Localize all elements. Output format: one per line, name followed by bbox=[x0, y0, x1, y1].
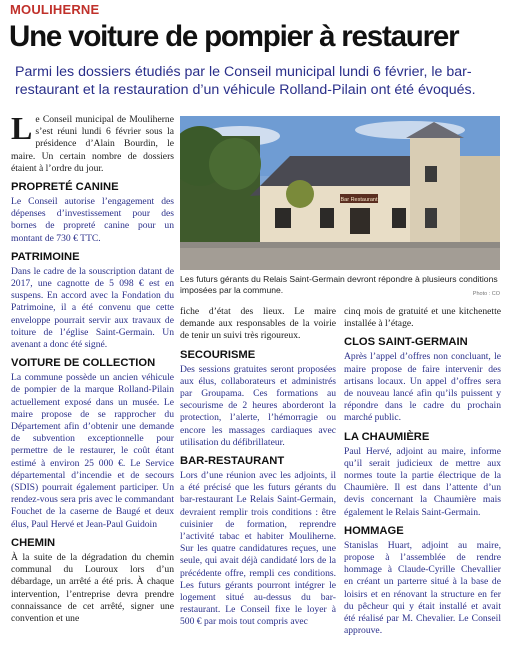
heading-secourisme: SECOURISME bbox=[180, 348, 256, 361]
intro-paragraph: Le Conseil municipal de Mouliherne s’est réuni lundi 6 février sous la présidence d’Alain Bourdin, le maire. Un certain nombre de dossiers étaient à l’ordre du jour. bbox=[11, 110, 174, 174]
paragraph-voiture: La commune possède un ancien véhicule de pompier de la marque Rolland-Pilain actuellement exposé dans un musée. Le maire propose de se rapprocher du Département afin d’obtenir une demande de subvention exceptionnelle pour permettre de le restaurer, le coût étant estimé à environ 25 000 €. Le Service départemental d’incendie et de secours (SDIS) pourrait également participer. Un rendez-vous sera pris avec le commandant Fouchet de la caserne de Baugé et deux élus, Paul Hervé et Jean-Paul Guidoin bbox=[11, 372, 174, 530]
heading-la-chaumiere: LA CHAUMIÈRE bbox=[344, 430, 430, 443]
heading-bar-restaurant: BAR-RESTAURANT bbox=[180, 455, 285, 468]
paragraph-chemin: À la suite de la dégradation du chemin communal du Louroux lors d’un débardage, un arrêté a été pris. À chaque intervention, l’entreprise devra prendre connaissance de cet arrêté, signer une convention et une bbox=[11, 551, 174, 624]
paragraph-patrimoine: Dans le cadre de la souscription datant de 2017, une cagnotte de 5 098 € est en suspens. En accord avec la Fondation du Patrimoine, il a été convenu que cette enveloppe pourrait servir aux travaux de toiture de l’église Saint-Germain. Un avenant a donc été signé. bbox=[11, 265, 174, 351]
lede: Parmi les dossiers étudiés par le Conseil municipal lundi 6 février, le bar-restaurant et la restauration d’un véhicule Rolland-Pilain ont été évoqués. bbox=[15, 64, 476, 98]
section-kicker: MOULIHERNE bbox=[10, 2, 100, 17]
photo-caption: Les futurs gérants du Relais Saint-Germain devront répondre à plusieurs conditions imposées par la commune. bbox=[180, 274, 498, 295]
svg-text:Bar Restaurant: Bar Restaurant bbox=[340, 197, 378, 203]
drop-cap: L bbox=[11, 110, 33, 146]
heading-chemin: CHEMIN bbox=[11, 536, 56, 549]
article-photo bbox=[180, 116, 500, 270]
heading-voiture: VOITURE DE COLLECTION bbox=[11, 357, 156, 370]
headline: Une voiture de pompier à restaurer bbox=[9, 20, 459, 53]
heading-clos-saint-germain: CLOS SAINT-GERMAIN bbox=[344, 336, 468, 349]
heading-proprete-canine: PROPRETÉ CANINE bbox=[11, 181, 119, 194]
paragraph-secourisme: Des sessions gratuites seront proposées aux élus, collaborateurs et administrés par Groupama. Ces formations au secourisme de 2 heures aborderont la protection, l’alerte, l’hémorragie ou encore les massages cardiaques avec utilisation du défibrillateur. bbox=[180, 363, 336, 448]
photo-credit: Photo : CO bbox=[472, 291, 500, 297]
paragraph-gratuite: cinq mois de gratuité et une kitchenette installée à l’étage. bbox=[344, 306, 501, 330]
heading-patrimoine: PATRIMOINE bbox=[11, 250, 80, 263]
column-2 bbox=[180, 306, 336, 629]
paragraph-bar-restaurant: Lors d’une réunion avec les adjoints, il a été précisé que les futurs gérants du bar-restaurant Le Relais Saint-Germain, devraient remplir trois conditions : être cuisinier de formation, reprendre l’activité tabac et habiter Mouliherne. Sur les quatre candidatures reçues, une seule, qui avait déjà candidaté lors de la précédente offre, rempli ces conditions. Les futurs gérants pourront intégrer le logement situé au-dessus du bar-restaurant. Le Conseil fixe le loyer à 500 € par mois tout compris avec bbox=[180, 470, 336, 628]
paragraph-hommage: Stanislas Huart, adjoint au maire, propose à l’assemblée de rendre hommage à Claude-Cyrille Chevallier en créant un parterre situé à la base de loisirs et en rénovant la structure en fer du pêcheur qui y était installé et avait été réalisé par M. Chevalier. Le Conseil approuve. bbox=[344, 539, 501, 637]
paragraph-chaumiere: Paul Hervé, adjoint au maire, informe qu’il serait judicieux de mettre aux normes toute la partie électrique de la Chaumière. Il est dans l’attente d’un devis concernant la Chaumière mais également le Relais Saint-Germain. bbox=[344, 445, 501, 518]
heading-hommage: HOMMAGE bbox=[344, 524, 404, 537]
paragraph-clos: Après l’appel d’offres non concluant, le maire propose de faire intervenir des artisans locaux. Un appel d’offres sera de nouveau lancé afin qu’ils puissent y répondre dans le cadre du prochain marché public. bbox=[344, 351, 501, 424]
paragraph-proprete: Le Conseil autorise l’engagement des dépenses d’investissement pour des bornes de propreté canine pour un montant de 730 € TTC. bbox=[11, 196, 174, 244]
column-1 bbox=[11, 110, 174, 625]
column-3 bbox=[344, 306, 501, 637]
paragraph-fiche: fiche d’état des lieux. Le maire demande aux responsables de la voirie de tenir un suivi très rigoureux. bbox=[180, 306, 336, 342]
